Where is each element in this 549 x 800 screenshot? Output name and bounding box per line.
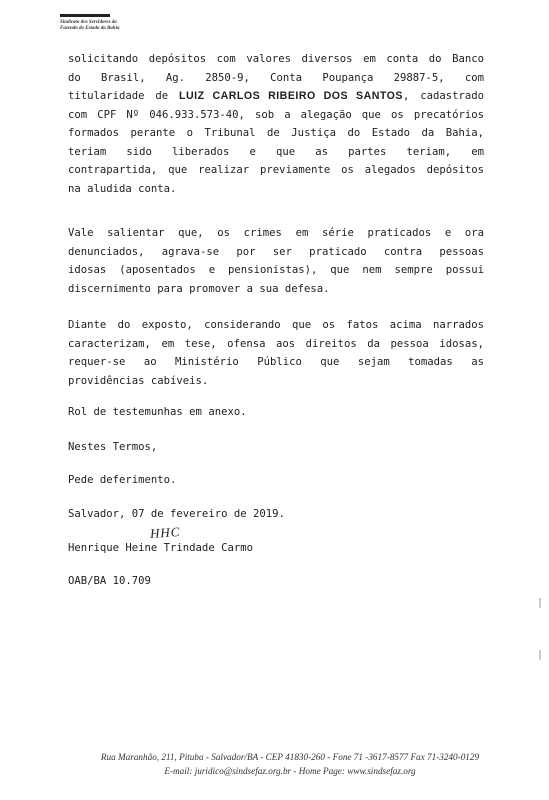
text-line: discernimento para promover a sua defesa. bbox=[68, 282, 330, 295]
text-line: com CPF Nº 046.933.573-40, sob a alegação que os precatórios bbox=[68, 108, 484, 121]
closing-terms bbox=[68, 438, 484, 457]
text-line: providências cabíveis. bbox=[68, 374, 209, 387]
text-line: Vale salientar que, os crimes em série praticados e ora bbox=[68, 227, 484, 239]
text-line: caracterizam, em tese, ofensa aos direitos da pessoa idosas, bbox=[68, 337, 484, 350]
scan-mark bbox=[539, 598, 541, 608]
text-line: na aludida conta. bbox=[68, 182, 177, 195]
text-line: teriam sido liberados e que as partes teriam, em bbox=[68, 145, 484, 158]
handwritten-signature: HHC bbox=[149, 523, 181, 542]
text-line: Henrique Heine Trindade Carmo bbox=[68, 542, 253, 554]
oab-registration bbox=[68, 572, 484, 591]
footer-address: Rua Maranhão, 211, Pituba - Salvador/BA - CEP 41830-260 - Fone 71 -3617-8577 Fax 71-3240-0129 bbox=[100, 752, 480, 762]
letterhead-logo bbox=[60, 14, 150, 32]
scan-mark bbox=[539, 650, 541, 660]
text-line: OAB/BA 10.709 bbox=[68, 575, 151, 587]
text-line: contrapartida, que realizar previamente os alegados depósitos bbox=[68, 164, 484, 176]
footer-contact: E-mail: juridico@sindsefaz.org.br - Home Page: www.sindsefaz.org bbox=[164, 766, 416, 776]
account-holder-name: LUIZ CARLOS RIBEIRO DOS SANTOS bbox=[179, 90, 403, 102]
text-line: requer-se ao Ministério Público que sejam tomadas as bbox=[68, 356, 484, 368]
logo-bar bbox=[60, 14, 110, 17]
letterhead-org-line2: Fazenda do Estado da Bahia bbox=[60, 26, 120, 31]
text-line: Diante do exposto, considerando que os fatos acima narrados bbox=[68, 319, 484, 331]
text-line bbox=[68, 87, 484, 106]
text-line: solicitando depósitos com valores diversos em conta do Banco bbox=[68, 53, 484, 65]
paragraph-1 bbox=[68, 50, 484, 198]
text-fragment: titularidade de bbox=[68, 90, 179, 102]
closing-request bbox=[68, 471, 484, 490]
signatory-name bbox=[68, 539, 484, 558]
text-fragment: , cadastrado bbox=[402, 90, 484, 102]
text-line: formados perante o Tribunal de Justiça do Estado da Bahia, bbox=[68, 127, 484, 139]
text-line: idosas (aposentados e pensionistas), que nem sempre possui bbox=[68, 264, 484, 276]
text-line: Pede deferimento. bbox=[68, 474, 177, 486]
text-line: denunciados, agrava-se por ser praticado contra pessoas bbox=[68, 245, 484, 258]
letterhead-org-line1: Sindicato dos Servidores da bbox=[60, 20, 117, 25]
text-line: Salvador, 07 de fevereiro de 2019. bbox=[68, 508, 285, 520]
witness-list-note bbox=[68, 403, 484, 422]
text-line: do Brasil, Ag. 2850-9, Conta Poupança 29887-5, com bbox=[68, 71, 484, 84]
text-line: Nestes Termos, bbox=[68, 441, 158, 453]
paragraph-2 bbox=[68, 224, 484, 298]
date-line bbox=[68, 505, 484, 524]
paragraph-3 bbox=[68, 316, 484, 390]
text-line: Rol de testemunhas em anexo. bbox=[68, 406, 247, 418]
